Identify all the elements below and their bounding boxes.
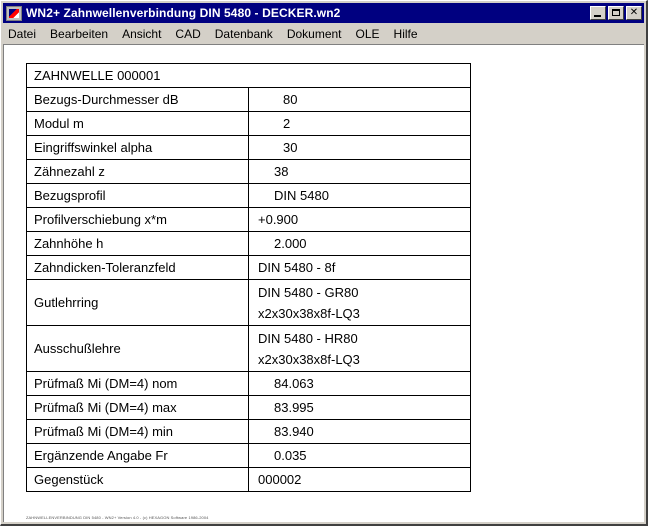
minimize-button[interactable] [590,6,606,20]
table-header-row [27,64,471,88]
row-value: 2 [249,112,471,136]
row-label: Zähnezahl z [27,160,249,184]
title-bar [3,3,644,23]
footer-note: ZAHNWELLENVERBINDUNG DIN 5480 - WN2+ Version 4.0 - (c) HEXAGON Software 1986-2004 [26,515,209,520]
table-row [27,112,471,136]
row-value: DIN 5480 [249,184,471,208]
row-value: +0.900 [249,208,471,232]
maximize-button[interactable] [608,6,624,20]
row-value: 80 [249,88,471,112]
table-row [27,326,471,372]
row-value-line1: DIN 5480 - HR80 [258,330,358,346]
row-label: Gegenstück [27,468,249,492]
row-label: Profilverschiebung x*m [27,208,249,232]
row-label: Ergänzende Angabe Fr [27,444,249,468]
menu-item-datei[interactable]: Datei [8,27,37,41]
row-value: 000002 [249,468,471,492]
row-label: Prüfmaß Mi (DM=4) nom [27,372,249,396]
table-row [27,372,471,396]
row-value: 2.000 [249,232,471,256]
table-title-cell: ZAHNWELLE 000001 [27,64,471,88]
table-row [27,256,471,280]
row-label: Bezugsprofil [27,184,249,208]
row-value-line2: x2x30x38x8f-LQ3 [258,351,360,367]
row-value: 83.995 [249,396,471,420]
menu-item-bearbeiten[interactable]: Bearbeiten [50,27,109,41]
table-row [27,232,471,256]
row-value: 30 [249,136,471,160]
row-label: Zahndicken-Toleranzfeld [27,256,249,280]
table-row [27,468,471,492]
row-value-line1: DIN 5480 - GR80 [258,284,359,300]
row-label: Prüfmaß Mi (DM=4) max [27,396,249,420]
menu-item-datenbank[interactable]: Datenbank [214,27,273,41]
menu-item-ole[interactable]: OLE [355,27,380,41]
document-client-area [3,44,644,522]
window-title: WN2+ Zahnwellenverbindung DIN 5480 - DECKER.wn2 [26,6,341,20]
row-label: Prüfmaß Mi (DM=4) min [27,420,249,444]
row-value: 83.940 [249,420,471,444]
table-row [27,396,471,420]
row-label: Modul m [27,112,249,136]
row-label: Zahnhöhe h [27,232,249,256]
row-label: Bezugs-Durchmesser dB [27,88,249,112]
table-row [27,208,471,232]
table-body [27,64,471,492]
row-value-line2: x2x30x38x8f-LQ3 [258,305,360,321]
table-row [27,136,471,160]
gear-data-table [26,63,471,492]
table-row [27,280,471,326]
menu-item-ansicht[interactable]: Ansicht [122,27,162,41]
row-label: Gutlehrring [27,280,249,326]
menu-item-cad[interactable]: CAD [175,27,201,41]
row-value: 38 [249,160,471,184]
row-value: 84.063 [249,372,471,396]
row-label: Eingriffswinkel alpha [27,136,249,160]
row-value: 0.035 [249,444,471,468]
row-value [249,326,471,372]
app-icon [6,6,22,21]
menu-item-dokument[interactable]: Dokument [286,27,342,41]
menu-item-hilfe[interactable]: Hilfe [393,27,418,41]
close-button[interactable] [626,6,642,20]
row-label: Ausschußlehre [27,326,249,372]
table-row [27,88,471,112]
window-controls [590,6,643,20]
table-row [27,184,471,208]
menu-bar [3,25,644,43]
close-icon: ✕ [629,7,639,18]
row-value: DIN 5480 - 8f [249,256,471,280]
table-row [27,160,471,184]
table-row [27,444,471,468]
row-value [249,280,471,326]
table-row [27,420,471,444]
